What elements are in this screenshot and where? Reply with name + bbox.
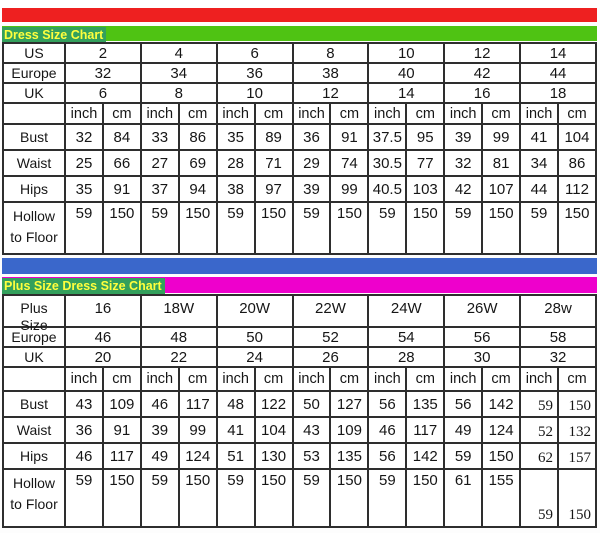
plus-size-chart-title: Plus Size Dress Size Chart — [2, 278, 165, 294]
size-header-row — [3, 347, 596, 367]
measure-value-cell: 95 — [406, 124, 444, 150]
size-value-cell: 30 — [444, 347, 520, 367]
measure-value-cell: 39 — [444, 124, 482, 150]
measure-value-cell: 43 — [65, 391, 103, 417]
size-value-cell: 52 — [293, 327, 369, 347]
measure-value-cell: 25 — [65, 150, 103, 176]
unit-cell: inch — [65, 367, 103, 391]
size-value-cell: 24 — [217, 347, 293, 367]
size-header-row — [3, 43, 596, 63]
measure-value-cell: 50 — [293, 391, 331, 417]
unit-cell: inch — [520, 103, 558, 124]
measure-value-cell: 150 — [558, 202, 596, 254]
unit-cell: inch — [65, 103, 103, 124]
size-value-cell: 42 — [444, 63, 520, 83]
row-label: Hips — [3, 176, 65, 202]
measure-value-cell: 59 — [65, 469, 103, 527]
size-value-cell: 10 — [217, 83, 293, 103]
measure-value-cell: 99 — [330, 176, 368, 202]
measure-value-cell: 41 — [520, 124, 558, 150]
row-label: Waist — [3, 150, 65, 176]
measure-value-cell: 150 — [330, 469, 368, 527]
measure-value-cell: 59 — [293, 202, 331, 254]
size-header-row — [3, 83, 596, 103]
measure-value-cell: 91 — [103, 417, 141, 443]
size-value-cell: 22 — [141, 347, 217, 367]
unit-cell: cm — [179, 103, 217, 124]
measure-value-cell: 103 — [406, 176, 444, 202]
size-value-cell: 24W — [368, 295, 444, 327]
measure-value-cell: 86 — [558, 150, 596, 176]
measure-value-cell: 59 — [520, 469, 558, 527]
size-value-cell: 34 — [141, 63, 217, 83]
empty-corner-cell — [3, 367, 65, 391]
measure-value-cell: 46 — [141, 391, 179, 417]
size-value-cell: 26W — [444, 295, 520, 327]
row-label: UK — [3, 83, 65, 103]
measure-value-cell: 48 — [217, 391, 255, 417]
measure-value-cell: 150 — [103, 202, 141, 254]
size-value-cell: 8 — [293, 43, 369, 63]
measure-value-cell: 69 — [179, 150, 217, 176]
measure-value-cell: 124 — [482, 417, 520, 443]
size-value-cell: 18W — [141, 295, 217, 327]
measure-row — [3, 150, 596, 176]
measure-value-cell: 59 — [141, 202, 179, 254]
dress-size-chart-title: Dress Size Chart — [2, 27, 106, 42]
size-value-cell: 32 — [65, 63, 141, 83]
measure-value-cell: 39 — [141, 417, 179, 443]
measure-value-cell: 109 — [330, 417, 368, 443]
measure-value-cell: 124 — [179, 443, 217, 469]
unit-cell: cm — [558, 103, 596, 124]
measure-value-cell: 59 — [368, 469, 406, 527]
size-value-cell: 54 — [368, 327, 444, 347]
measure-value-cell: 99 — [179, 417, 217, 443]
row-label: Hips — [3, 443, 65, 469]
measure-value-cell: 150 — [179, 469, 217, 527]
unit-cell: inch — [217, 367, 255, 391]
unit-cell: cm — [482, 367, 520, 391]
size-header-row — [3, 63, 596, 83]
size-value-cell: 26 — [293, 347, 369, 367]
size-value-cell: 6 — [217, 43, 293, 63]
unit-cell: cm — [179, 367, 217, 391]
measure-value-cell: 122 — [255, 391, 293, 417]
size-value-cell: 38 — [293, 63, 369, 83]
measure-value-cell: 59 — [293, 469, 331, 527]
measure-value-cell: 59 — [368, 202, 406, 254]
size-value-cell: 20 — [65, 347, 141, 367]
measure-value-cell: 150 — [255, 469, 293, 527]
measure-value-cell: 150 — [179, 202, 217, 254]
measure-value-cell: 36 — [65, 417, 103, 443]
measure-value-cell: 51 — [217, 443, 255, 469]
size-value-cell: 32 — [520, 347, 596, 367]
unit-cell: cm — [103, 103, 141, 124]
measure-value-cell: 74 — [330, 150, 368, 176]
measure-value-cell: 59 — [65, 202, 103, 254]
unit-cell: inch — [520, 367, 558, 391]
size-value-cell: 8 — [141, 83, 217, 103]
measure-value-cell: 112 — [558, 176, 596, 202]
measure-value-cell: 142 — [406, 443, 444, 469]
measure-value-cell: 117 — [406, 417, 444, 443]
measure-value-cell: 43 — [293, 417, 331, 443]
blue-divider-bar — [2, 258, 597, 274]
measure-value-cell: 104 — [558, 124, 596, 150]
measure-value-cell: 155 — [482, 469, 520, 527]
measure-row — [3, 124, 596, 150]
size-value-cell: 14 — [520, 43, 596, 63]
unit-cell: cm — [255, 367, 293, 391]
size-value-cell: 58 — [520, 327, 596, 347]
measure-value-cell: 117 — [179, 391, 217, 417]
measure-value-cell: 91 — [103, 176, 141, 202]
measure-row — [3, 391, 596, 417]
plus-size-table — [2, 294, 597, 528]
measure-value-cell: 37.5 — [368, 124, 406, 150]
size-value-cell: 22W — [293, 295, 369, 327]
measure-value-cell: 32 — [65, 124, 103, 150]
measure-value-cell: 150 — [558, 469, 596, 527]
size-header-row — [3, 295, 596, 327]
row-label: Europe — [3, 327, 65, 347]
size-value-cell: 44 — [520, 63, 596, 83]
measure-value-cell: 127 — [330, 391, 368, 417]
size-value-cell: 46 — [65, 327, 141, 347]
measure-value-cell: 99 — [482, 124, 520, 150]
size-value-cell: 20W — [217, 295, 293, 327]
measure-value-cell: 46 — [65, 443, 103, 469]
size-value-cell: 12 — [293, 83, 369, 103]
measure-value-cell: 86 — [179, 124, 217, 150]
row-label: UK — [3, 347, 65, 367]
measure-value-cell: 150 — [482, 443, 520, 469]
unit-cell: cm — [330, 103, 368, 124]
measure-value-cell: 150 — [558, 391, 596, 417]
measure-value-cell: 53 — [293, 443, 331, 469]
measure-value-cell: 49 — [444, 417, 482, 443]
size-value-cell: 2 — [65, 43, 141, 63]
measure-value-cell: 35 — [65, 176, 103, 202]
measure-value-cell: 107 — [482, 176, 520, 202]
row-label: Bust — [3, 124, 65, 150]
dress-size-chart-titlebar — [2, 26, 597, 41]
unit-cell: inch — [293, 367, 331, 391]
measure-value-cell: 28 — [217, 150, 255, 176]
measure-value-cell: 49 — [141, 443, 179, 469]
unit-cell: inch — [444, 367, 482, 391]
unit-cell: inch — [141, 103, 179, 124]
measure-value-cell: 135 — [406, 391, 444, 417]
measure-value-cell: 34 — [520, 150, 558, 176]
measure-value-cell: 94 — [179, 176, 217, 202]
measure-value-cell: 71 — [255, 150, 293, 176]
unit-cell: cm — [482, 103, 520, 124]
measure-value-cell: 62 — [520, 443, 558, 469]
size-value-cell: 16 — [444, 83, 520, 103]
row-label: Europe — [3, 63, 65, 83]
unit-cell: inch — [444, 103, 482, 124]
dress-size-table — [2, 42, 597, 255]
measure-value-cell: 56 — [368, 391, 406, 417]
size-value-cell: 6 — [65, 83, 141, 103]
measure-value-cell: 109 — [103, 391, 141, 417]
measure-value-cell: 56 — [368, 443, 406, 469]
empty-corner-cell — [3, 103, 65, 124]
unit-cell: cm — [406, 103, 444, 124]
measure-value-cell: 150 — [255, 202, 293, 254]
measure-value-cell: 38 — [217, 176, 255, 202]
measure-value-cell: 59 — [141, 469, 179, 527]
measure-value-cell: 59 — [444, 202, 482, 254]
row-label: Plus Size — [3, 295, 65, 327]
measure-value-cell: 59 — [444, 443, 482, 469]
dress-size-table-body — [3, 43, 596, 254]
measure-value-cell: 27 — [141, 150, 179, 176]
size-value-cell: 4 — [141, 43, 217, 63]
measure-value-cell: 29 — [293, 150, 331, 176]
unit-cell: inch — [368, 103, 406, 124]
measure-value-cell: 41 — [217, 417, 255, 443]
measure-value-cell: 135 — [330, 443, 368, 469]
measure-value-cell: 150 — [330, 202, 368, 254]
measure-value-cell: 91 — [330, 124, 368, 150]
measure-value-cell: 150 — [406, 469, 444, 527]
unit-cell: cm — [558, 367, 596, 391]
size-value-cell: 40 — [368, 63, 444, 83]
unit-cell: inch — [293, 103, 331, 124]
measure-value-cell: 35 — [217, 124, 255, 150]
measure-value-cell: 81 — [482, 150, 520, 176]
row-label: Hollow to Floor — [3, 469, 65, 527]
size-value-cell: 36 — [217, 63, 293, 83]
measure-value-cell: 32 — [444, 150, 482, 176]
measure-value-cell: 59 — [217, 202, 255, 254]
measure-value-cell: 142 — [482, 391, 520, 417]
measure-value-cell: 130 — [255, 443, 293, 469]
size-value-cell: 56 — [444, 327, 520, 347]
row-label: Waist — [3, 417, 65, 443]
size-header-row — [3, 327, 596, 347]
unit-cell: cm — [330, 367, 368, 391]
measure-value-cell: 39 — [293, 176, 331, 202]
size-chart-page — [0, 8, 600, 533]
measure-value-cell: 42 — [444, 176, 482, 202]
unit-cell: cm — [255, 103, 293, 124]
measure-value-cell: 40.5 — [368, 176, 406, 202]
measure-value-cell: 150 — [406, 202, 444, 254]
measure-value-cell: 59 — [520, 202, 558, 254]
measure-row — [3, 176, 596, 202]
measure-value-cell: 37 — [141, 176, 179, 202]
size-value-cell: 50 — [217, 327, 293, 347]
size-value-cell: 48 — [141, 327, 217, 347]
row-label: Hollow to Floor — [3, 202, 65, 254]
measure-value-cell: 56 — [444, 391, 482, 417]
measure-row — [3, 202, 596, 254]
unit-cell: cm — [103, 367, 141, 391]
unit-cell: inch — [368, 367, 406, 391]
size-value-cell: 28w — [520, 295, 596, 327]
measure-value-cell: 104 — [255, 417, 293, 443]
measure-value-cell: 132 — [558, 417, 596, 443]
unit-cell: inch — [217, 103, 255, 124]
plus-size-table-body — [3, 295, 596, 527]
plus-size-chart-titlebar — [2, 277, 597, 293]
measure-value-cell: 44 — [520, 176, 558, 202]
size-value-cell: 12 — [444, 43, 520, 63]
row-label: Bust — [3, 391, 65, 417]
measure-row — [3, 443, 596, 469]
size-value-cell: 16 — [65, 295, 141, 327]
measure-row — [3, 469, 596, 527]
unit-header-row — [3, 103, 596, 124]
measure-value-cell: 84 — [103, 124, 141, 150]
unit-header-row — [3, 367, 596, 391]
measure-value-cell: 33 — [141, 124, 179, 150]
red-divider-bar — [2, 8, 597, 22]
row-label: US — [3, 43, 65, 63]
measure-value-cell: 46 — [368, 417, 406, 443]
measure-value-cell: 52 — [520, 417, 558, 443]
measure-value-cell: 59 — [217, 469, 255, 527]
measure-row — [3, 417, 596, 443]
size-value-cell: 18 — [520, 83, 596, 103]
size-value-cell: 14 — [368, 83, 444, 103]
measure-value-cell: 59 — [520, 391, 558, 417]
unit-cell: cm — [406, 367, 444, 391]
measure-value-cell: 77 — [406, 150, 444, 176]
size-value-cell: 28 — [368, 347, 444, 367]
unit-cell: inch — [141, 367, 179, 391]
measure-value-cell: 117 — [103, 443, 141, 469]
measure-value-cell: 150 — [103, 469, 141, 527]
measure-value-cell: 150 — [482, 202, 520, 254]
size-value-cell: 10 — [368, 43, 444, 63]
measure-value-cell: 157 — [558, 443, 596, 469]
measure-value-cell: 61 — [444, 469, 482, 527]
measure-value-cell: 36 — [293, 124, 331, 150]
measure-value-cell: 30.5 — [368, 150, 406, 176]
measure-value-cell: 89 — [255, 124, 293, 150]
measure-value-cell: 97 — [255, 176, 293, 202]
measure-value-cell: 66 — [103, 150, 141, 176]
